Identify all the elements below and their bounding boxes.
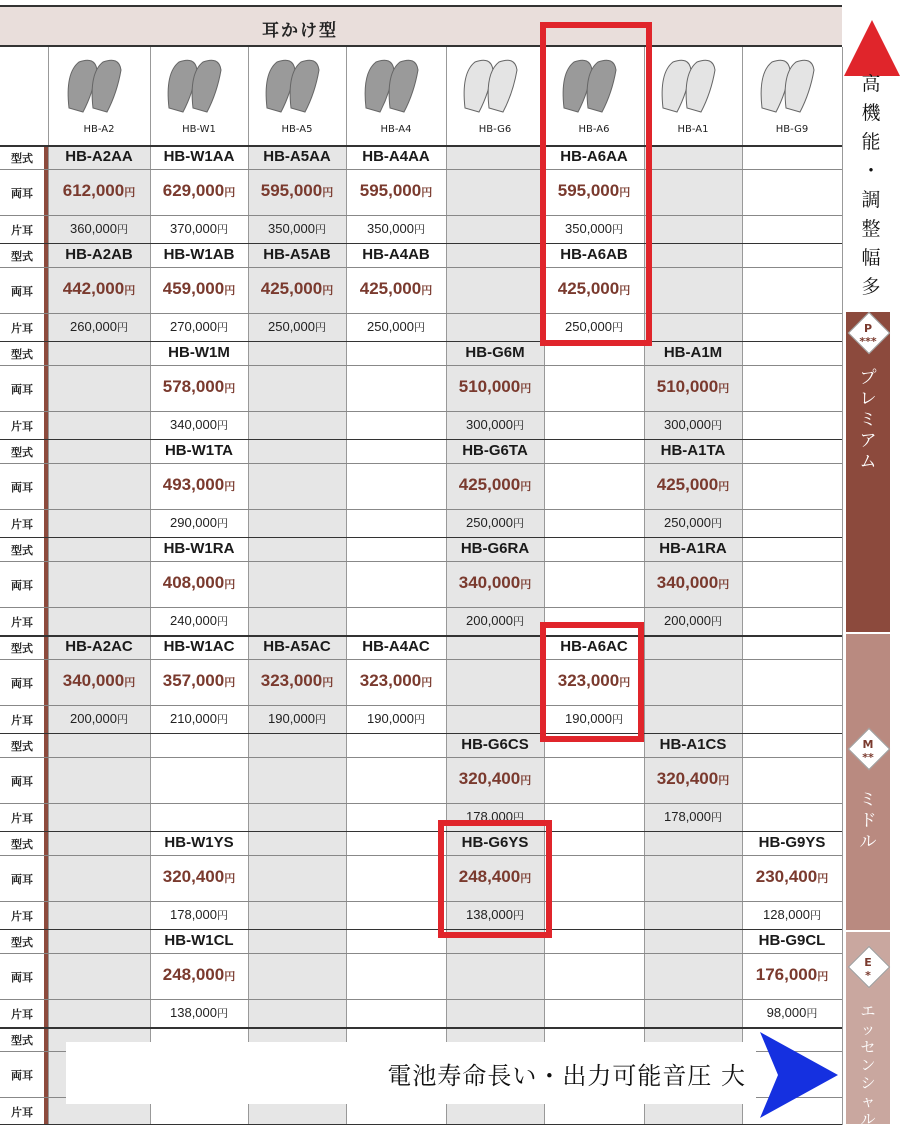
middle-badge-text: M ** <box>862 738 874 764</box>
hearing-aid-name: HB-G6 <box>478 124 512 135</box>
model-name: HB-W1AC <box>163 638 235 655</box>
currency-unit: 円 <box>414 224 425 236</box>
single-ear-price: 250,000円 <box>466 515 524 530</box>
single-ear-price: 350,000円 <box>565 221 623 236</box>
currency-unit: 円 <box>421 187 433 199</box>
hearing-aid-name: HB-A5 <box>281 124 313 135</box>
premium-badge-text: P *** <box>859 322 877 348</box>
currency-unit: 円 <box>117 322 128 334</box>
currency-unit: 円 <box>224 481 236 493</box>
row-label: 型式 <box>11 642 33 655</box>
header-title: 耳かけ型 <box>262 21 338 41</box>
currency-unit: 円 <box>718 383 730 395</box>
both-ears-price: 408,000円 <box>162 573 236 592</box>
model-name: HB-W1M <box>168 344 230 361</box>
both-ears-price: 320,400円 <box>162 867 236 886</box>
note-box <box>66 1042 756 1104</box>
hearing-aid-image <box>48 48 150 118</box>
row-divider <box>0 803 842 804</box>
currency-unit: 円 <box>421 677 433 689</box>
premium-label <box>846 368 890 473</box>
row-divider <box>0 999 842 1000</box>
currency-unit: 円 <box>117 224 128 236</box>
row-label: 両耳 <box>11 677 33 690</box>
row-label: 片耳 <box>11 518 33 531</box>
both-ears-price: 340,000円 <box>62 671 136 690</box>
highlight-box <box>540 622 644 742</box>
hearing-aid-name: HB-A4 <box>380 124 412 135</box>
row-label: 両耳 <box>11 187 33 200</box>
currency-unit: 円 <box>322 187 334 199</box>
hearing-aid-image <box>742 48 842 118</box>
row-label: 片耳 <box>11 1008 33 1021</box>
currency-unit: 円 <box>224 285 236 297</box>
both-ears-price: 612,000円 <box>62 181 136 200</box>
side-char: ル <box>860 1110 876 1128</box>
currency-unit: 円 <box>718 775 730 787</box>
hearing-aid-name: HB-A2 <box>83 124 115 135</box>
model-name: HB-A6AB <box>560 246 628 263</box>
hearing-aid-image <box>346 48 446 118</box>
single-ear-price: 190,000円 <box>268 711 326 726</box>
currency-unit: 円 <box>520 579 532 591</box>
both-ears-price: 176,000円 <box>755 965 829 984</box>
side-char: レ <box>859 389 877 409</box>
side-char: 整 <box>861 218 881 240</box>
row-label: 両耳 <box>11 383 33 396</box>
single-ear-price: 190,000円 <box>565 711 623 726</box>
row-label: 型式 <box>11 348 33 361</box>
side-char: プ <box>859 368 877 388</box>
model-name: HB-A1M <box>663 344 723 361</box>
side-char: ャ <box>860 1092 876 1110</box>
row-divider <box>0 929 842 930</box>
single-ear-price: 190,000円 <box>367 711 425 726</box>
single-ear-price: 250,000円 <box>565 319 623 334</box>
row-divider <box>0 169 842 170</box>
currency-unit: 円 <box>718 481 730 493</box>
single-ear-price: 370,000円 <box>170 221 228 236</box>
model-name: HB-A4AA <box>362 148 430 165</box>
model-name: HB-A5AC <box>263 638 331 655</box>
column-divider <box>742 47 743 1125</box>
single-ear-price: 128,000円 <box>763 907 821 922</box>
model-name: HB-G9YS <box>758 834 826 851</box>
side-char: ・ <box>861 160 881 182</box>
model-name: HB-A1CS <box>659 736 727 753</box>
currency-unit: 円 <box>520 481 532 493</box>
hearing-aid-name: HB-A1 <box>677 124 709 135</box>
single-ear-price: 200,000円 <box>664 613 722 628</box>
model-name: HB-G6CS <box>461 736 529 753</box>
single-ear-price: 138,000円 <box>170 1005 228 1020</box>
currency-unit: 円 <box>817 873 829 885</box>
side-char: ミ <box>859 410 877 430</box>
single-ear-price: 360,000円 <box>70 221 128 236</box>
currency-unit: 円 <box>520 775 532 787</box>
single-ear-price: 200,000円 <box>70 711 128 726</box>
row-label: 型式 <box>11 1034 33 1047</box>
currency-unit: 円 <box>612 224 623 236</box>
both-ears-price: 425,000円 <box>557 279 631 298</box>
both-ears-price: 510,000円 <box>656 377 730 396</box>
currency-unit: 円 <box>711 518 722 530</box>
model-name: HB-A6AA <box>560 148 628 165</box>
row-divider <box>0 705 842 706</box>
single-ear-price: 240,000円 <box>170 613 228 628</box>
row-label: 型式 <box>11 446 33 459</box>
both-ears-price: 578,000円 <box>162 377 236 396</box>
currency-unit: 円 <box>124 677 136 689</box>
currency-unit: 円 <box>217 224 228 236</box>
model-name: HB-G6RA <box>460 540 530 557</box>
highlight-box <box>438 820 552 938</box>
both-ears-price: 323,000円 <box>557 671 631 690</box>
currency-unit: 円 <box>619 677 631 689</box>
currency-unit: 円 <box>513 812 524 824</box>
model-name: HB-W1RA <box>163 540 235 557</box>
row-label: 両耳 <box>11 481 33 494</box>
model-name: HB-G6YS <box>461 834 529 851</box>
currency-unit: 円 <box>322 677 334 689</box>
note-text: 電池寿命長い・出力可能音圧 大 <box>387 1062 746 1090</box>
row-divider <box>0 463 842 464</box>
currency-unit: 円 <box>810 910 821 922</box>
model-name: HB-A4AC <box>362 638 430 655</box>
side-char: ド <box>859 811 877 831</box>
row-divider <box>0 267 842 268</box>
right-arrow-icon <box>756 1030 840 1120</box>
currency-unit: 円 <box>322 285 334 297</box>
single-ear-price: 350,000円 <box>367 221 425 236</box>
row-label: 片耳 <box>11 1106 33 1119</box>
both-ears-price: 320,400円 <box>458 769 532 788</box>
column-divider <box>346 47 347 1125</box>
single-ear-price: 250,000円 <box>664 515 722 530</box>
currency-unit: 円 <box>224 579 236 591</box>
side-char: エ <box>860 1002 876 1020</box>
hearing-aid-name: HB-W1 <box>182 124 216 135</box>
single-ear-price: 260,000円 <box>70 319 128 334</box>
currency-unit: 円 <box>117 714 128 726</box>
row-divider <box>0 901 842 902</box>
side-char: ン <box>860 1056 876 1074</box>
model-name: HB-G6TA <box>462 442 528 459</box>
row-divider <box>0 607 842 608</box>
row-label: 型式 <box>11 544 33 557</box>
model-name: HB-W1YS <box>164 834 234 851</box>
row-label: 片耳 <box>11 910 33 923</box>
row-divider <box>0 537 842 538</box>
row-label: 片耳 <box>11 322 33 335</box>
model-name: HB-G9CL <box>758 932 826 949</box>
currency-unit: 円 <box>217 616 228 628</box>
side-char: ル <box>859 832 877 852</box>
both-ears-price: 493,000円 <box>162 475 236 494</box>
currency-unit: 円 <box>217 420 228 432</box>
side-char: 高 <box>861 73 881 95</box>
model-name: HB-W1TA <box>164 442 234 459</box>
row-label: 型式 <box>11 740 33 753</box>
row-divider <box>0 411 842 412</box>
single-ear-price: 138,000円 <box>466 907 524 922</box>
currency-unit: 円 <box>619 285 631 297</box>
both-ears-price: 425,000円 <box>359 279 433 298</box>
currency-unit: 円 <box>224 971 236 983</box>
single-ear-price: 270,000円 <box>170 319 228 334</box>
both-ears-price: 629,000円 <box>162 181 236 200</box>
currency-unit: 円 <box>224 677 236 689</box>
currency-unit: 円 <box>224 873 236 885</box>
hearing-aid-image <box>248 48 346 118</box>
currency-unit: 円 <box>520 383 532 395</box>
side-top-label <box>846 70 896 302</box>
row-label: 型式 <box>11 838 33 851</box>
both-ears-price: 425,000円 <box>260 279 334 298</box>
model-name: HB-A4AB <box>362 246 430 263</box>
single-ear-price: 250,000円 <box>268 319 326 334</box>
row-divider <box>0 757 842 758</box>
currency-unit: 円 <box>124 187 136 199</box>
both-ears-price: 323,000円 <box>260 671 334 690</box>
table-top-border <box>0 145 842 147</box>
currency-unit: 円 <box>421 285 433 297</box>
currency-unit: 円 <box>513 518 524 530</box>
single-ear-price: 290,000円 <box>170 515 228 530</box>
row-divider <box>0 561 842 562</box>
side-char: ミ <box>859 790 877 810</box>
model-name: HB-W1AA <box>163 148 235 165</box>
row-divider <box>0 215 842 216</box>
row-label: 型式 <box>11 936 33 949</box>
currency-unit: 円 <box>711 812 722 824</box>
single-ear-price: 178,000円 <box>170 907 228 922</box>
row-label: 片耳 <box>11 224 33 237</box>
single-ear-price: 178,000円 <box>664 809 722 824</box>
currency-unit: 円 <box>315 322 326 334</box>
row-label: 型式 <box>11 152 33 165</box>
model-name: HB-A5AA <box>263 148 331 165</box>
model-name: HB-W1AB <box>163 246 235 263</box>
currency-unit: 円 <box>619 187 631 199</box>
table-header <box>0 5 842 47</box>
both-ears-price: 595,000円 <box>359 181 433 200</box>
model-name: HB-A5AB <box>263 246 331 263</box>
row-label: 両耳 <box>11 285 33 298</box>
currency-unit: 円 <box>315 224 326 236</box>
model-name: HB-W1CL <box>164 932 234 949</box>
currency-unit: 円 <box>612 322 623 334</box>
currency-unit: 円 <box>224 383 236 395</box>
row-label: 両耳 <box>11 579 33 592</box>
single-ear-price: 350,000円 <box>268 221 326 236</box>
currency-unit: 円 <box>513 616 524 628</box>
column-divider <box>48 47 49 1125</box>
currency-unit: 円 <box>718 579 730 591</box>
single-ear-price: 300,000円 <box>466 417 524 432</box>
table-bottom-border <box>0 1124 842 1125</box>
model-name: HB-A2AA <box>65 148 133 165</box>
both-ears-price: 459,000円 <box>162 279 236 298</box>
middle-label <box>846 790 890 853</box>
row-divider <box>0 243 842 244</box>
row-divider <box>0 439 842 440</box>
row-label: 両耳 <box>11 971 33 984</box>
row-label: 片耳 <box>11 616 33 629</box>
single-ear-price: 98,000円 <box>766 1005 818 1020</box>
hearing-aid-image <box>150 48 248 118</box>
both-ears-price: 323,000円 <box>359 671 433 690</box>
side-char: 機 <box>861 102 881 124</box>
model-name: HB-A2AC <box>65 638 133 655</box>
both-ears-price: 425,000円 <box>656 475 730 494</box>
row-label: 片耳 <box>11 420 33 433</box>
row-divider <box>0 635 842 637</box>
highlight-box <box>540 22 652 346</box>
essential-badge-text: E * <box>864 956 872 982</box>
essential-label <box>846 1002 890 1128</box>
column-divider <box>842 47 843 1125</box>
row-divider <box>0 831 842 832</box>
both-ears-price: 442,000円 <box>62 279 136 298</box>
middle-band <box>846 634 890 930</box>
row-divider <box>0 1027 842 1029</box>
currency-unit: 円 <box>806 1008 818 1020</box>
row-divider <box>0 733 842 734</box>
row-divider <box>0 313 842 314</box>
hearing-aid-image <box>644 48 742 118</box>
currency-unit: 円 <box>217 714 228 726</box>
single-ear-price: 210,000円 <box>170 711 228 726</box>
currency-unit: 円 <box>124 285 136 297</box>
currency-unit: 円 <box>217 322 228 334</box>
side-char: セ <box>860 1038 876 1056</box>
currency-unit: 円 <box>224 187 236 199</box>
side-char: シ <box>860 1074 876 1092</box>
both-ears-price: 320,400円 <box>656 769 730 788</box>
model-name: HB-A2AB <box>65 246 133 263</box>
row-label: 型式 <box>11 250 33 263</box>
row-label: 両耳 <box>11 1069 33 1082</box>
side-char: ッ <box>860 1020 876 1038</box>
both-ears-price: 340,000円 <box>458 573 532 592</box>
hearing-aid-image <box>446 48 544 118</box>
side-char: 多 <box>861 276 881 298</box>
column-divider <box>248 47 249 1125</box>
side-char: 幅 <box>861 247 881 269</box>
single-ear-price: 200,000円 <box>466 613 524 628</box>
model-name: HB-A6AC <box>560 638 628 655</box>
both-ears-price: 595,000円 <box>260 181 334 200</box>
both-ears-price: 510,000円 <box>458 377 532 396</box>
currency-unit: 円 <box>217 910 228 922</box>
row-label: 片耳 <box>11 714 33 727</box>
row-divider <box>0 341 842 342</box>
row-label: 両耳 <box>11 775 33 788</box>
currency-unit: 円 <box>711 420 722 432</box>
row-label: 両耳 <box>11 873 33 886</box>
both-ears-price: 425,000円 <box>458 475 532 494</box>
currency-unit: 円 <box>217 1008 228 1020</box>
single-ear-price: 178,000円 <box>466 809 524 824</box>
currency-unit: 円 <box>315 714 326 726</box>
side-char: ア <box>859 431 877 451</box>
hearing-aid-name: HB-A6 <box>578 124 610 135</box>
currency-unit: 円 <box>513 910 524 922</box>
both-ears-price: 248,000円 <box>162 965 236 984</box>
both-ears-price: 248,400円 <box>458 867 532 886</box>
row-divider <box>0 365 842 366</box>
single-ear-price: 250,000円 <box>367 319 425 334</box>
row-divider <box>0 509 842 510</box>
model-name: HB-A1TA <box>660 442 726 459</box>
row-divider <box>0 855 842 856</box>
side-char: 調 <box>861 189 881 211</box>
currency-unit: 円 <box>612 714 623 726</box>
side-char: 能 <box>861 131 881 153</box>
row-divider <box>0 953 842 954</box>
currency-unit: 円 <box>414 714 425 726</box>
single-ear-price: 300,000円 <box>664 417 722 432</box>
row-divider <box>0 659 842 660</box>
currency-unit: 円 <box>711 616 722 628</box>
both-ears-price: 340,000円 <box>656 573 730 592</box>
hearing-aid-name: HB-G9 <box>775 124 809 135</box>
both-ears-price: 595,000円 <box>557 181 631 200</box>
both-ears-price: 230,400円 <box>755 867 829 886</box>
side-char: ム <box>859 452 877 472</box>
currency-unit: 円 <box>513 420 524 432</box>
row-label: 片耳 <box>11 812 33 825</box>
currency-unit: 円 <box>414 322 425 334</box>
both-ears-price: 357,000円 <box>162 671 236 690</box>
currency-unit: 円 <box>520 873 532 885</box>
currency-unit: 円 <box>817 971 829 983</box>
currency-unit: 円 <box>217 518 228 530</box>
single-ear-price: 340,000円 <box>170 417 228 432</box>
up-arrow-icon <box>842 18 902 78</box>
model-name: HB-A1RA <box>659 540 727 557</box>
model-name: HB-G6M <box>465 344 525 361</box>
